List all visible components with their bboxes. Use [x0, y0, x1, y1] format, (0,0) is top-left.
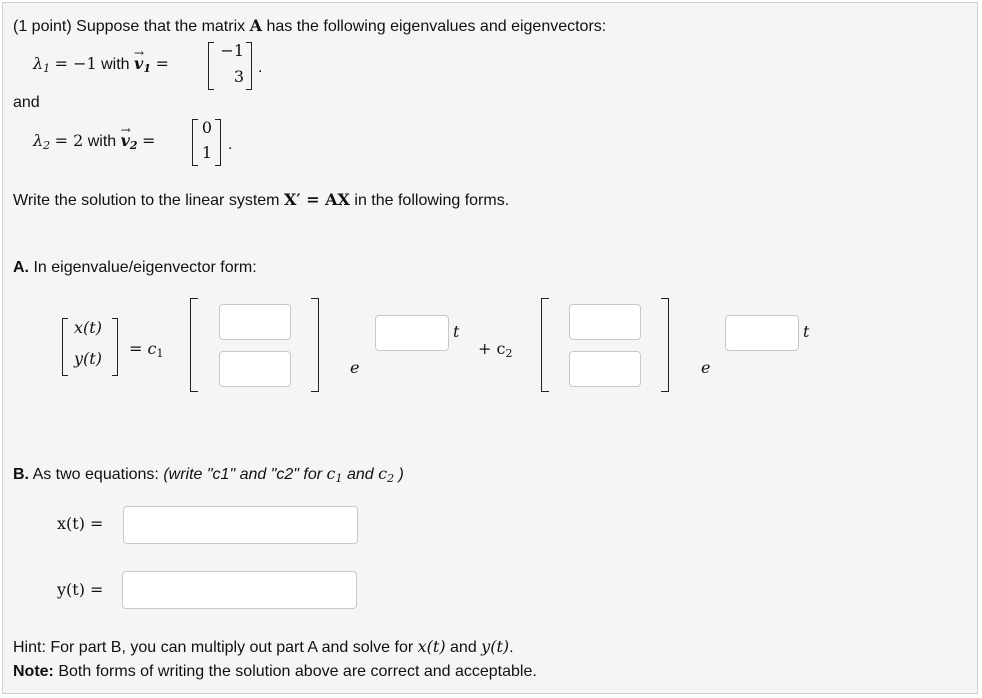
with-text-1: with [101, 56, 130, 73]
instruction-line [13, 190, 509, 211]
vec2-bracket-right [661, 298, 669, 392]
v1-bracket-right [246, 42, 252, 90]
vec1-bracket-right [311, 298, 319, 392]
lhs-x: x(t) [74, 318, 102, 337]
v2-bracket-right [215, 119, 221, 166]
period-1: . [258, 59, 263, 76]
note-text: Both forms of writing the solution above are correct and acceptable. [53, 663, 537, 680]
instruction-post: in the following forms. [349, 192, 510, 209]
hint-text: Hint: For part B, you can multiply out part A and solve for [13, 639, 418, 656]
lambda1-symbol: $\lambda_1$ [33, 54, 51, 75]
exp-e-1: e [350, 358, 360, 377]
and-text: and [13, 94, 40, 111]
x-equation-input[interactable] [123, 506, 358, 544]
v2-symbol: → $v_2$ [121, 131, 138, 156]
vec1-bracket-left [190, 298, 198, 392]
part-a-text: In eigenvalue/eigenvector form: [29, 259, 257, 276]
hint-x: x(t) [417, 637, 446, 656]
intro-text: (1 point) Suppose that the matrix [13, 18, 250, 35]
part-a-heading [13, 258, 257, 278]
intro-line [13, 16, 606, 37]
c2-subscript: 2 [505, 347, 513, 360]
equals-sign: = [129, 339, 143, 358]
part-b-heading: B. As two equations: (write "c1" and "c2" for $c_1$ and $c_2$ ) [13, 464, 404, 485]
lambda1-value: = −1 [54, 54, 97, 73]
v1-symbol: → $v_1$ [134, 54, 151, 79]
vec1-entry-1-input[interactable] [219, 304, 291, 340]
part-b-note-and: and [342, 466, 379, 483]
c1-subscript: 1 [156, 347, 164, 360]
x-equation-label: x(t) = [57, 514, 104, 533]
v1-entry-1: −1 [220, 41, 244, 60]
lambda2-symbol: $\lambda_2$ [33, 131, 51, 152]
vec1-entry-2-input[interactable] [219, 351, 291, 387]
note-line [13, 662, 537, 682]
c1-symbol: c [147, 339, 157, 358]
intro-rest: has the following eigenvalues and eigenvectors: [262, 18, 607, 35]
lambda2-line: $\lambda_2 = 2$ with → $v_2$ = [33, 131, 155, 156]
with-text-2: with [87, 133, 117, 150]
exp-e-2: e [701, 358, 711, 377]
note-label: Note: [13, 663, 54, 680]
hint-and: and [445, 639, 482, 656]
exp-t-1: t [453, 322, 460, 341]
v1-bracket-left [208, 42, 214, 90]
v2-entry-1: 0 [201, 118, 212, 137]
v1-entry-2: 3 [233, 67, 244, 86]
part-a-label: A. [13, 259, 29, 276]
part-b-note-end: ) [394, 466, 404, 483]
matrix-symbol: A [249, 16, 262, 35]
y-equation-input[interactable] [122, 571, 357, 609]
c1-term [129, 339, 163, 364]
part-b-label: B. [13, 466, 29, 483]
y-equation-label: y(t) = [57, 580, 104, 599]
instruction-pre: Write the solution to the linear system [13, 192, 284, 209]
hint-line [13, 637, 514, 658]
lambda2-value: = 2 [54, 131, 84, 150]
part-b-text: As two equations: [29, 466, 164, 483]
plus-c2: + c [478, 339, 506, 358]
vec2-bracket-left [541, 298, 549, 392]
hint-y: y(t) [481, 637, 510, 656]
exponent-2-input[interactable] [725, 315, 799, 351]
exponent-1-input[interactable] [375, 315, 449, 351]
lhs-bracket-right [112, 318, 118, 376]
vec2-entry-2-input[interactable] [569, 351, 641, 387]
system-equation: X′ = AX [283, 190, 350, 209]
exp-t-2: t [803, 322, 810, 341]
lambda1-line: $\lambda_1 = -1$ with → $v_1$ = [33, 54, 169, 79]
period-2: . [228, 136, 233, 153]
c2-term [478, 339, 512, 364]
part-b-note: (write "c1" and "c2" for [163, 466, 327, 483]
v2-entry-2: 1 [201, 143, 212, 162]
vec2-entry-1-input[interactable] [569, 304, 641, 340]
hint-end: . [509, 639, 514, 656]
lhs-y: y(t) [74, 349, 102, 368]
